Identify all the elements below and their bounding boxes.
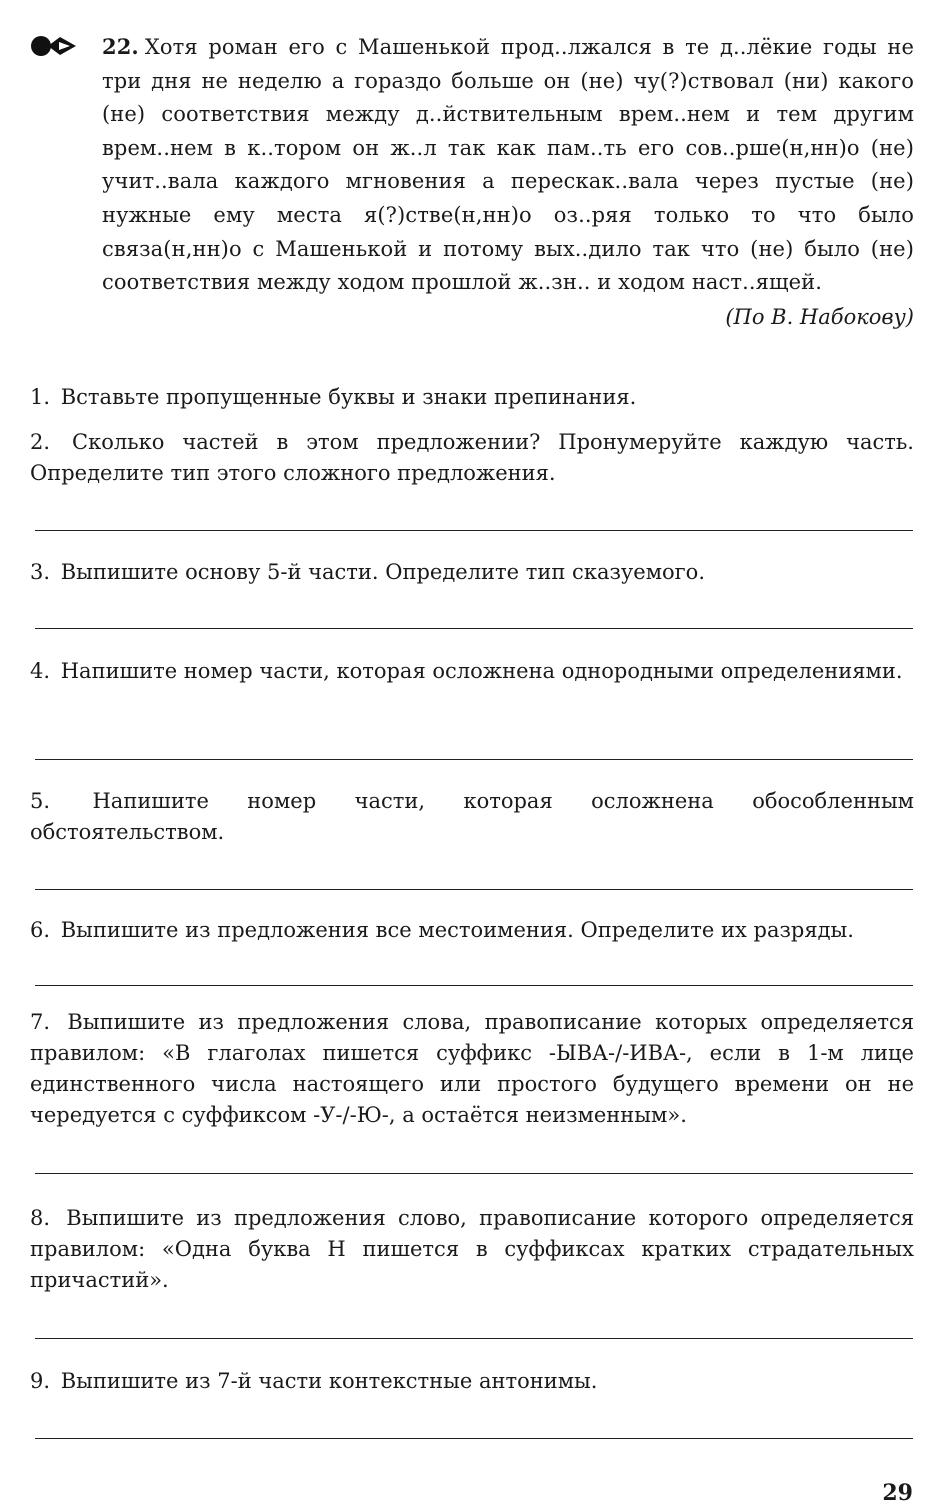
pen-nib-icon	[30, 34, 80, 58]
task-text: Выпишите из 7-й части контекстные антонимы.	[60, 1369, 598, 1393]
exercise-number: 22.	[102, 34, 139, 59]
answer-line-5[interactable]	[35, 889, 913, 890]
task-number: 5.	[30, 789, 51, 813]
answer-line-9[interactable]	[35, 1438, 913, 1439]
task-text: Выпишите основу 5-й части. Определите тип сказуемого.	[60, 560, 705, 584]
task-9	[30, 1366, 914, 1397]
task-1	[30, 382, 914, 413]
task-text: Напишите номер части, которая осложнена однородными определениями.	[60, 659, 903, 683]
task-text: Выпишите из предложения слово, правописание которого определяется правилом: «Одна буква Н пишется в суффиксах кратких страдательных причастий».	[30, 1206, 914, 1292]
answer-line-2[interactable]	[35, 530, 913, 531]
task-2	[30, 427, 914, 489]
task-number: 9.	[30, 1369, 51, 1393]
task-number: 4.	[30, 659, 51, 683]
answer-line-4[interactable]	[35, 759, 913, 760]
task-text: Сколько частей в этом предложении? Пронумеруйте каждую часть. Определите тип этого сложного предложения.	[30, 430, 914, 485]
task-number: 2.	[30, 430, 51, 454]
exercise-text: Хотя роман его с Машенькой прод..лжался в те д..лёкие годы не три дня не неделю а гораздо больше он (не) чу(?)ствовал (ни) какого (не) соответствия между д..йствительным врем..нем и тем другим врем..нем в к..тором он ж..л так как пам..ть его сов..рше(н,нн)о (не) учит..вала каждого мгновения а перескак..вала через пустые (не) нужные ему места я(?)стве(н,нн)о оз..ряя только то что было связа(н,нн)о с Машенькой и потому вых..дило так что (не) было (не) соответствия между ходом прошлой ж..зн.. и ходом наст..ящей.	[102, 35, 914, 295]
task-text: Выпишите из предложения все местоимения. Определите их разряды.	[60, 918, 854, 942]
exercise-text-block	[102, 30, 914, 300]
page-number: 29	[882, 1480, 913, 1506]
task-3	[30, 557, 914, 588]
task-7	[30, 1007, 914, 1131]
task-number: 8.	[30, 1206, 51, 1230]
answer-line-8[interactable]	[35, 1338, 913, 1339]
task-8	[30, 1203, 914, 1296]
answer-line-7[interactable]	[35, 1173, 913, 1174]
task-6	[30, 915, 914, 946]
task-number: 1.	[30, 385, 51, 409]
attribution: (По В. Набокову)	[725, 304, 914, 329]
task-4	[30, 656, 914, 687]
task-number: 6.	[30, 918, 51, 942]
task-text: Выпишите из предложения слова, правописание которых определяется правилом: «В глаголах пишется суффикс -ЫВА-/-ИВА-, если в 1-м лице единственного числа настоящего или простого будущего времени он не чередуется с суффиксом -У-/-Ю-, а остаётся неизменным».	[30, 1010, 914, 1127]
task-number: 7.	[30, 1010, 51, 1034]
exercise-22	[30, 30, 914, 332]
task-number: 3.	[30, 560, 51, 584]
task-text: Вставьте пропущенные буквы и знаки препинания.	[60, 385, 637, 409]
answer-line-3[interactable]	[35, 628, 913, 629]
task-5	[30, 786, 914, 848]
task-text: Напишите номер части, которая осложнена обособленным обстоятельством.	[30, 789, 914, 844]
answer-line-6[interactable]	[35, 985, 913, 986]
